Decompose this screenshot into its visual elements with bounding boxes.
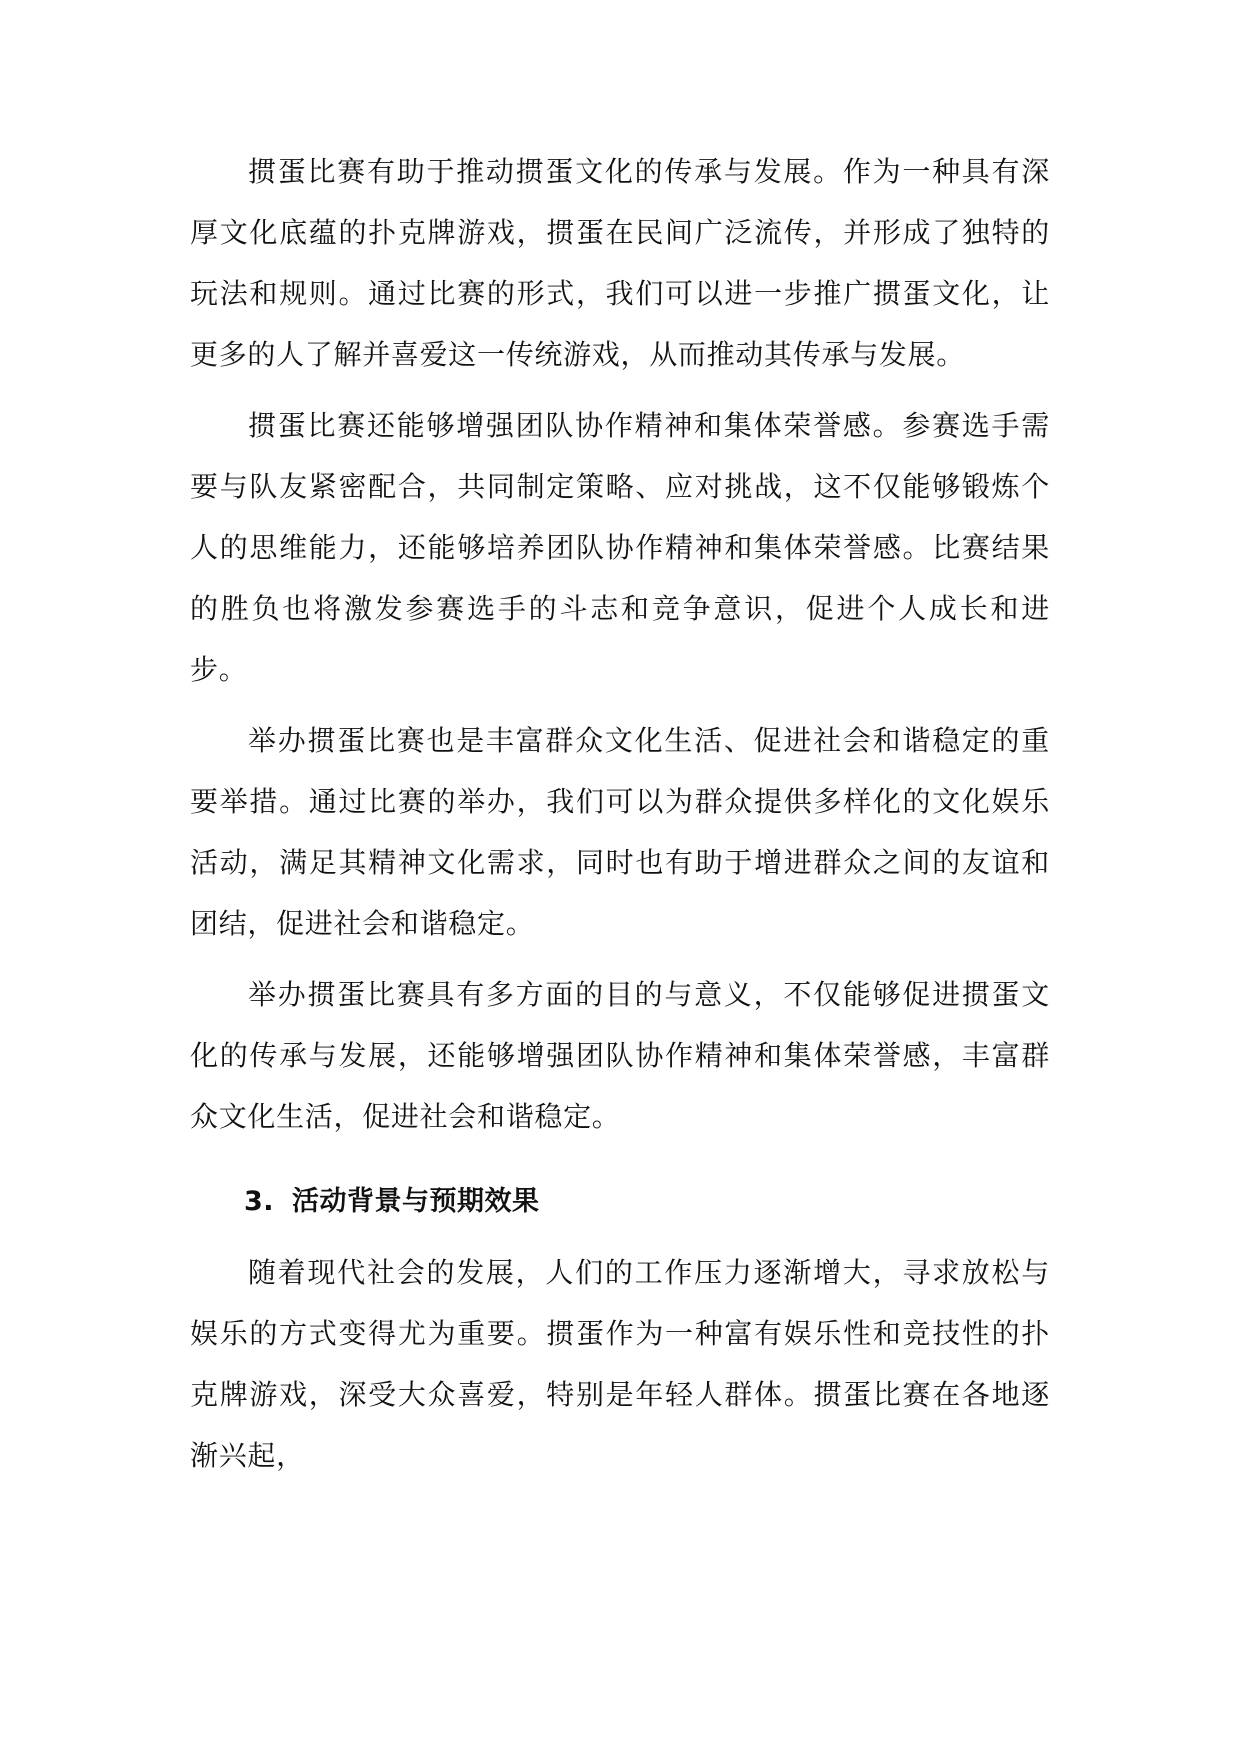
section-title: 活动背景与预期效果 [292,1186,540,1217]
paragraph: 举办掼蛋比赛具有多方面的目的与意义，不仅能够促进掼蛋文化的传承与发展，还能够增强团队协作精神和集体荣誉感，丰富群众文化生活，促进社会和谐稳定。 [190,978,1050,1133]
document-body [190,141,1050,1496]
section-heading [190,1171,1050,1232]
paragraph: 掼蛋比赛有助于推动掼蛋文化的传承与发展。作为一种具有深厚文化底蕴的扑克牌游戏，掼蛋在民间广泛流传，并形成了独特的玩法和规则。通过比赛的形式，我们可以进一步推广掼蛋文化，让更多的人了解并喜爱这一传统游戏，从而推动其传承与发展。 [190,155,1050,371]
section-number: 3. [244,1186,275,1217]
paragraph: 举办掼蛋比赛也是丰富群众文化生活、促进社会和谐稳定的重要举措。通过比赛的举办，我们可以为群众提供多样化的文化娱乐活动，满足其精神文化需求，同时也有助于增进群众之间的友谊和团结，促进社会和谐稳定。 [190,724,1050,940]
paragraph: 随着现代社会的发展，人们的工作压力逐渐增大，寻求放松与娱乐的方式变得尤为重要。掼蛋作为一种富有娱乐性和竞技性的扑克牌游戏，深受大众喜爱，特别是年轻人群体。掼蛋比赛在各地逐渐兴起， [190,1256,1050,1472]
paragraph: 掼蛋比赛还能够增强团队协作精神和集体荣誉感。参赛选手需要与队友紧密配合，共同制定策略、应对挑战，这不仅能够锻炼个人的思维能力，还能够培养团队协作精神和集体荣誉感。比赛结果的胜负也将激发参赛选手的斗志和竞争意识，促进个人成长和进步。 [190,409,1050,686]
